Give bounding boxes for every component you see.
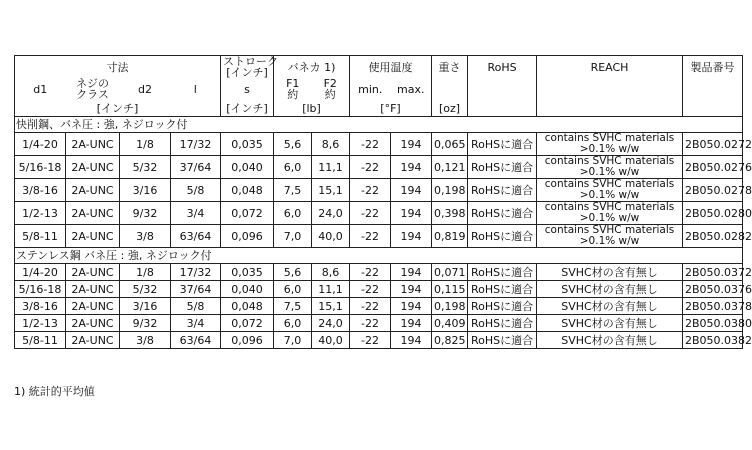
cell-f1: 6,0 — [274, 281, 312, 298]
cell-d2: 1/8 — [120, 133, 171, 156]
cell-d1: 1/2-13 — [15, 315, 66, 332]
table-row — [15, 281, 743, 298]
cell-s: 0,072 — [221, 315, 274, 332]
table-row — [15, 315, 743, 332]
cell-s: 0,048 — [221, 298, 274, 315]
cell-part-number: 2B050.0382 — [683, 332, 743, 349]
header-row-units — [15, 100, 743, 117]
cell-min: -22 — [350, 156, 391, 179]
cell-f2: 24,0 — [312, 315, 350, 332]
temperature-header: 使用温度 — [350, 56, 432, 79]
cell-f2: 15,1 — [312, 179, 350, 202]
d2-header: d2 — [138, 82, 152, 96]
cell-f2: 8,6 — [312, 264, 350, 281]
cell-rohs: RoHSに適合 — [468, 179, 537, 202]
cell-s: 0,096 — [221, 332, 274, 349]
cell-f1: 5,6 — [274, 133, 312, 156]
cell-s: 0,048 — [221, 179, 274, 202]
weight-header: 重さ — [432, 56, 468, 79]
cell-d2: 3/16 — [120, 298, 171, 315]
cell-f2: 40,0 — [312, 332, 350, 349]
cell-rohs: RoHSに適合 — [468, 202, 537, 225]
cell-l: 37/64 — [171, 281, 221, 298]
cell-f1: 7,5 — [274, 179, 312, 202]
cell-weight: 0,825 — [432, 332, 468, 349]
cell-s: 0,035 — [221, 133, 274, 156]
spec-table — [14, 55, 752, 349]
cell-reach: contains SVHC materials >0.1% w/w — [537, 156, 683, 179]
cell-d2: 3/16 — [120, 179, 171, 202]
part-number-header: 製品番号 — [683, 56, 743, 79]
cell-class: 2A-UNC — [66, 156, 120, 179]
footnote: 1) 統計的平均値 — [14, 385, 95, 398]
cell-f1: 6,0 — [274, 156, 312, 179]
cell-d1: 5/16-18 — [15, 281, 66, 298]
cell-reach: contains SVHC materials >0.1% w/w — [537, 133, 683, 156]
f2-header: F2 約 — [312, 78, 350, 100]
cell-weight: 0,409 — [432, 315, 468, 332]
cell-d2: 9/32 — [120, 315, 171, 332]
cell-s: 0,040 — [221, 281, 274, 298]
cell-rohs: RoHSに適合 — [468, 281, 537, 298]
cell-f1: 6,0 — [274, 315, 312, 332]
table-row — [15, 225, 743, 248]
spec-table-container — [14, 55, 752, 349]
cell-reach: SVHC材の含有無し — [537, 281, 683, 298]
max-header: max. — [391, 78, 432, 100]
s-header: s — [221, 78, 274, 100]
thread-class-header: ネジの クラス — [76, 77, 109, 101]
cell-rohs: RoHSに適合 — [468, 298, 537, 315]
unit-inch-stroke: [インチ] — [221, 100, 274, 117]
cell-rohs: RoHSに適合 — [468, 225, 537, 248]
cell-class: 2A-UNC — [66, 315, 120, 332]
cell-max: 194 — [391, 202, 432, 225]
cell-min: -22 — [350, 133, 391, 156]
cell-part-number: 2B050.0282 — [683, 225, 743, 248]
cell-class: 2A-UNC — [66, 179, 120, 202]
cell-max: 194 — [391, 332, 432, 349]
cell-reach: contains SVHC materials >0.1% w/w — [537, 202, 683, 225]
cell-f1: 7,0 — [274, 225, 312, 248]
cell-d2: 9/32 — [120, 202, 171, 225]
cell-d1: 3/8-16 — [15, 298, 66, 315]
cell-weight: 0,198 — [432, 179, 468, 202]
cell-weight: 0,819 — [432, 225, 468, 248]
cell-d2: 3/8 — [120, 332, 171, 349]
cell-l: 5/8 — [171, 298, 221, 315]
cell-rohs: RoHSに適合 — [468, 156, 537, 179]
cell-max: 194 — [391, 133, 432, 156]
unit-f-header: [°F] — [350, 100, 432, 117]
cell-d1: 5/8-11 — [15, 332, 66, 349]
cell-weight: 0,121 — [432, 156, 468, 179]
cell-class: 2A-UNC — [66, 281, 120, 298]
cell-part-number: 2B050.0372 — [683, 264, 743, 281]
cell-max: 194 — [391, 298, 432, 315]
cell-f1: 6,0 — [274, 202, 312, 225]
cell-class: 2A-UNC — [66, 298, 120, 315]
cell-l: 5/8 — [171, 179, 221, 202]
cell-d1: 5/16-18 — [15, 156, 66, 179]
cell-part-number: 2B050.0380 — [683, 315, 743, 332]
cell-f2: 15,1 — [312, 298, 350, 315]
cell-part-number: 2B050.0376 — [683, 281, 743, 298]
cell-reach: SVHC材の含有無し — [537, 332, 683, 349]
section-title: 快削鋼、バネ圧 : 強, ネジロック付 — [15, 117, 743, 133]
unit-lb-header: [lb] — [274, 100, 350, 117]
cell-d2: 1/8 — [120, 264, 171, 281]
cell-max: 194 — [391, 179, 432, 202]
cell-min: -22 — [350, 179, 391, 202]
cell-max: 194 — [391, 281, 432, 298]
cell-d1: 1/4-20 — [15, 133, 66, 156]
cell-class: 2A-UNC — [66, 202, 120, 225]
cell-part-number: 2B050.0280 — [683, 202, 743, 225]
cell-reach: SVHC材の含有無し — [537, 264, 683, 281]
cell-f2: 11,1 — [312, 156, 350, 179]
reach-header: REACH — [537, 56, 683, 79]
cell-f1: 7,0 — [274, 332, 312, 349]
rohs-header: RoHS — [468, 56, 537, 79]
cell-rohs: RoHSに適合 — [468, 332, 537, 349]
cell-min: -22 — [350, 225, 391, 248]
cell-weight: 0,398 — [432, 202, 468, 225]
cell-weight: 0,071 — [432, 264, 468, 281]
cell-part-number: 2B050.0276 — [683, 156, 743, 179]
table-row — [15, 202, 743, 225]
cell-part-number: 2B050.0278 — [683, 179, 743, 202]
cell-s: 0,040 — [221, 156, 274, 179]
stroke-header: ストローク [インチ] — [221, 56, 274, 79]
unit-oz-header: [oz] — [432, 100, 468, 117]
section-title-row — [15, 248, 743, 264]
cell-f1: 7,5 — [274, 298, 312, 315]
cell-weight: 0,065 — [432, 133, 468, 156]
cell-f2: 8,6 — [312, 133, 350, 156]
cell-d2: 5/32 — [120, 156, 171, 179]
cell-f1: 5,6 — [274, 264, 312, 281]
dimensions-header: 寸法 — [15, 56, 221, 79]
cell-weight: 0,115 — [432, 281, 468, 298]
cell-l: 3/4 — [171, 202, 221, 225]
cell-part-number: 2B050.0272 — [683, 133, 743, 156]
table-row — [15, 179, 743, 202]
cell-d1: 1/4-20 — [15, 264, 66, 281]
cell-weight: 0,198 — [432, 298, 468, 315]
table-row — [15, 332, 743, 349]
f1-header: F1 約 — [274, 78, 312, 100]
cell-l: 3/4 — [171, 315, 221, 332]
cell-l: 17/32 — [171, 264, 221, 281]
header-row-symbols — [15, 78, 743, 100]
cell-l: 63/64 — [171, 332, 221, 349]
cell-d1: 5/8-11 — [15, 225, 66, 248]
cell-d2: 3/8 — [120, 225, 171, 248]
cell-s: 0,072 — [221, 202, 274, 225]
cell-reach: SVHC材の含有無し — [537, 298, 683, 315]
cell-reach: SVHC材の含有無し — [537, 315, 683, 332]
cell-class: 2A-UNC — [66, 225, 120, 248]
cell-max: 194 — [391, 156, 432, 179]
cell-min: -22 — [350, 202, 391, 225]
cell-rohs: RoHSに適合 — [468, 264, 537, 281]
cell-rohs: RoHSに適合 — [468, 315, 537, 332]
cell-min: -22 — [350, 332, 391, 349]
table-row — [15, 156, 743, 179]
cell-d2: 5/32 — [120, 281, 171, 298]
table-row — [15, 133, 743, 156]
cell-max: 194 — [391, 315, 432, 332]
cell-min: -22 — [350, 315, 391, 332]
section-title: ステンレス鋼 バネ圧 : 強, ネジロック付 — [15, 248, 743, 264]
cell-d1: 1/2-13 — [15, 202, 66, 225]
cell-f2: 11,1 — [312, 281, 350, 298]
cell-rohs: RoHSに適合 — [468, 133, 537, 156]
l-header: l — [171, 78, 221, 100]
cell-reach: contains SVHC materials >0.1% w/w — [537, 225, 683, 248]
min-header: min. — [350, 78, 391, 100]
cell-f2: 24,0 — [312, 202, 350, 225]
cell-s: 0,096 — [221, 225, 274, 248]
cell-l: 17/32 — [171, 133, 221, 156]
cell-min: -22 — [350, 298, 391, 315]
cell-min: -22 — [350, 281, 391, 298]
table-row — [15, 298, 743, 315]
cell-class: 2A-UNC — [66, 133, 120, 156]
cell-max: 194 — [391, 225, 432, 248]
cell-reach: contains SVHC materials >0.1% w/w — [537, 179, 683, 202]
section-title-row — [15, 117, 743, 133]
cell-class: 2A-UNC — [66, 264, 120, 281]
cell-s: 0,035 — [221, 264, 274, 281]
cell-part-number: 2B050.0378 — [683, 298, 743, 315]
spring-force-header: バネカ 1) — [274, 56, 350, 79]
cell-l: 37/64 — [171, 156, 221, 179]
cell-class: 2A-UNC — [66, 332, 120, 349]
header-row-titles — [15, 56, 743, 79]
unit-inch-header: [インチ] — [15, 100, 221, 117]
cell-d1: 3/8-16 — [15, 179, 66, 202]
d1-header: d1 — [15, 78, 66, 100]
cell-l: 63/64 — [171, 225, 221, 248]
table-row — [15, 264, 743, 281]
cell-min: -22 — [350, 264, 391, 281]
cell-max: 194 — [391, 264, 432, 281]
cell-f2: 40,0 — [312, 225, 350, 248]
